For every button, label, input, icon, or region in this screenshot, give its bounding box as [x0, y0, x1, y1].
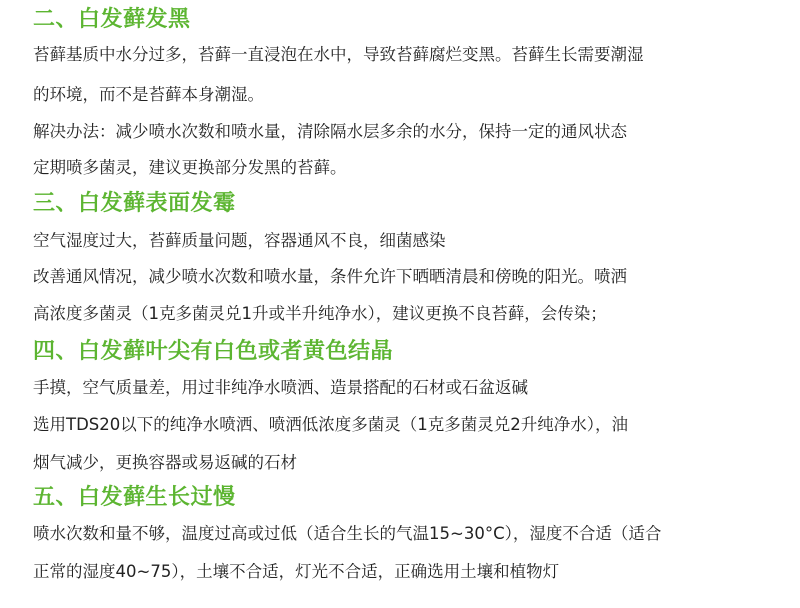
- section-3-line-3: 高浓度多菌灵（1克多菌灵兑1升或半升纯净水），建议更换不良苔藓，会传染；: [33, 304, 607, 323]
- section-heading-5: 五、白发藓生长过慢: [33, 485, 236, 510]
- section-heading-4: 四、白发藓叶尖有白色或者黄色结晶: [33, 339, 394, 364]
- section-2-line-3: 解决办法：减少喷水次数和喷水量，清除隔水层多余的水分，保持一定的通风状态: [33, 122, 627, 141]
- section-3-line-1: 空气湿度过大，苔藓质量问题，容器通风不良，细菌感染: [33, 231, 446, 250]
- section-5-line-2: 正常的湿度40~75），土壤不合适，灯光不合适，正确选用土壤和植物灯: [33, 562, 560, 581]
- section-2-line-1: 苔藓基质中水分过多，苔藓一直浸泡在水中，导致苔藓腐烂变黑。苔藓生长需要潮湿: [33, 45, 644, 64]
- section-4-line-3: 烟气减少，更换容器或易返碱的石材: [33, 453, 297, 472]
- section-4-line-1: 手摸，空气质量差，用过非纯净水喷洒、造景搭配的石材或石盆返碱: [33, 378, 528, 397]
- section-2-line-2: 的环境，而不是苔藓本身潮湿。: [33, 85, 264, 104]
- section-heading-3: 三、白发藓表面发霉: [33, 191, 236, 216]
- section-2-line-4: 定期喷多菌灵，建议更换部分发黑的苔藓。: [33, 158, 347, 177]
- section-heading-2: 二、白发藓发黑: [33, 7, 191, 32]
- section-3-line-2: 改善通风情况，减少喷水次数和喷水量，条件允许下晒晒清晨和傍晚的阳光。喷洒: [33, 267, 627, 286]
- section-5-line-1: 喷水次数和量不够，温度过高或过低（适合生长的气温15~30°C），湿度不合适（适合: [33, 524, 662, 543]
- section-4-line-2: 选用TDS20以下的纯净水喷洒、喷洒低浓度多菌灵（1克多菌灵兑2升纯净水），油: [33, 415, 628, 434]
